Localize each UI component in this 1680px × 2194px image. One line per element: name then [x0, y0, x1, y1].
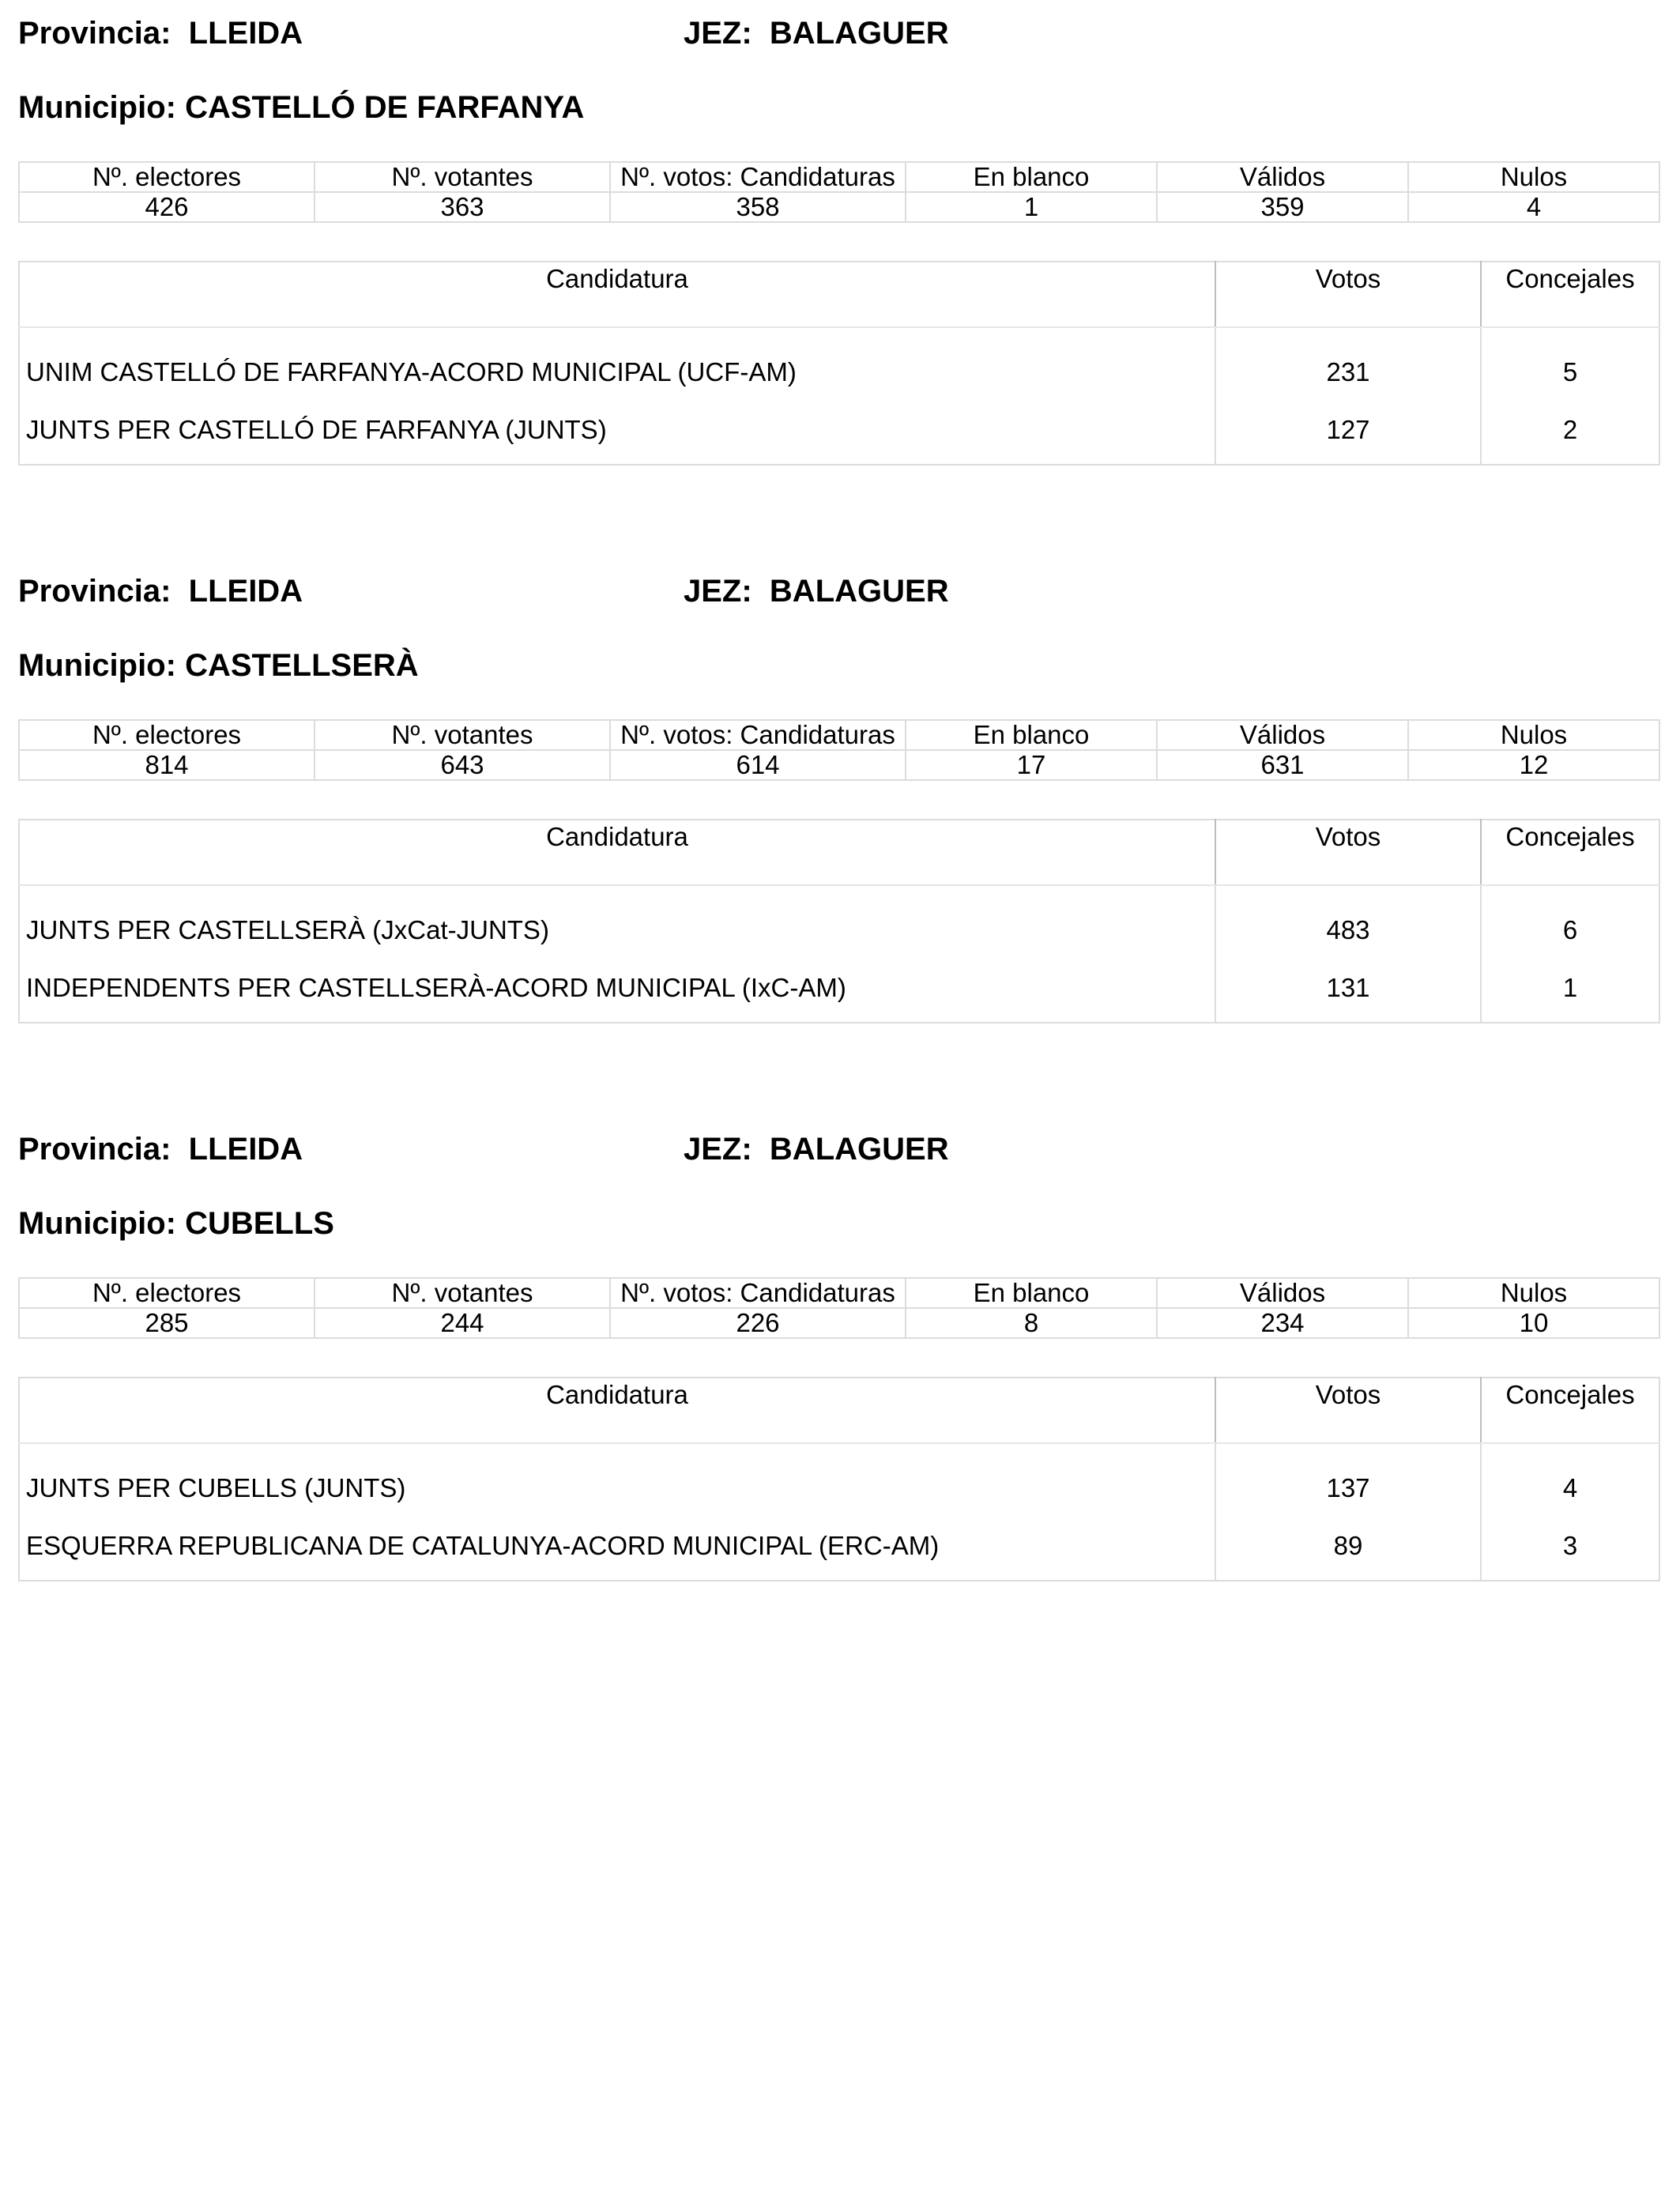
- section-header: [18, 0, 1659, 73]
- stats-value-cell: 244: [315, 1308, 610, 1338]
- concejales-value: 6: [1481, 885, 1659, 954]
- concejales-header: Concejales: [1481, 820, 1659, 885]
- municipio-label: Municipio:: [18, 90, 176, 125]
- stats-value-cell: 814: [19, 750, 315, 780]
- jez-line: [684, 574, 949, 609]
- stats-header-cell: Nº. votantes: [315, 720, 610, 750]
- stats-value-cell: 226: [610, 1308, 906, 1338]
- votos-value: 127: [1215, 396, 1481, 465]
- jez-value: BALAGUER: [769, 1132, 949, 1167]
- stats-value-cell: 614: [610, 750, 906, 780]
- stats-header-cell: Válidos: [1157, 720, 1408, 750]
- provincia-line: [18, 16, 303, 51]
- provincia-value: LLEIDA: [188, 1132, 303, 1167]
- section-header: [18, 558, 1659, 631]
- table-row: [19, 885, 1659, 954]
- votos-header: Votos: [1215, 262, 1481, 327]
- stats-header-cell: Nº. electores: [19, 162, 315, 192]
- stats-table: [18, 1277, 1660, 1339]
- stats-value-cell: 359: [1157, 192, 1408, 222]
- candidaturas-header-row: [19, 1378, 1659, 1443]
- municipality-section: [18, 0, 1659, 466]
- table-row: [19, 327, 1659, 396]
- stats-header-cell: Nº. votos: Candidaturas: [610, 1278, 906, 1308]
- municipio-line: [18, 73, 1659, 142]
- jez-value: BALAGUER: [769, 574, 949, 609]
- stats-value-cell: 631: [1157, 750, 1408, 780]
- candidatura-name: JUNTS PER CASTELLSERÀ (JxCat-JUNTS): [19, 885, 1215, 954]
- stats-header-row: [19, 1278, 1659, 1308]
- jez-label: JEZ:: [684, 16, 752, 51]
- municipio-value: CUBELLS: [185, 1206, 334, 1241]
- stats-header-cell: Nulos: [1408, 1278, 1659, 1308]
- candidatura-name: INDEPENDENTS PER CASTELLSERÀ-ACORD MUNICIPAL (IxC-AM): [19, 954, 1215, 1023]
- stats-value-cell: 10: [1408, 1308, 1659, 1338]
- stats-table: [18, 161, 1660, 223]
- candidaturas-header-row: [19, 262, 1659, 327]
- table-row: [19, 1443, 1659, 1512]
- stats-header-cell: Nº. votantes: [315, 1278, 610, 1308]
- votos-value: 231: [1215, 327, 1481, 396]
- stats-value-cell: 12: [1408, 750, 1659, 780]
- candidatura-name: ESQUERRA REPUBLICANA DE CATALUNYA-ACORD MUNICIPAL (ERC-AM): [19, 1512, 1215, 1581]
- candidatura-name: JUNTS PER CUBELLS (JUNTS): [19, 1443, 1215, 1512]
- provincia-label: Provincia:: [18, 574, 171, 609]
- stats-value-row: [19, 1308, 1659, 1338]
- municipio-value: CASTELLSERÀ: [185, 648, 419, 683]
- stats-header-cell: Nº. electores: [19, 1278, 315, 1308]
- jez-line: [684, 16, 949, 51]
- candidatura-name: UNIM CASTELLÓ DE FARFANYA-ACORD MUNICIPAL (UCF-AM): [19, 327, 1215, 396]
- municipio-line: [18, 1189, 1659, 1258]
- jez-line: [684, 1132, 949, 1167]
- jez-label: JEZ:: [684, 1132, 752, 1167]
- votos-value: 89: [1215, 1512, 1481, 1581]
- candidatura-name: JUNTS PER CASTELLÓ DE FARFANYA (JUNTS): [19, 396, 1215, 465]
- provincia-label: Provincia:: [18, 1132, 171, 1167]
- candidatura-header: Candidatura: [19, 262, 1215, 327]
- stats-header-cell: Válidos: [1157, 162, 1408, 192]
- votos-value: 137: [1215, 1443, 1481, 1512]
- concejales-header: Concejales: [1481, 1378, 1659, 1443]
- provincia-line: [18, 1132, 303, 1167]
- stats-value-cell: 358: [610, 192, 906, 222]
- provincia-line: [18, 574, 303, 609]
- stats-value-cell: 1: [906, 192, 1157, 222]
- provincia-label: Provincia:: [18, 16, 171, 51]
- stats-value-cell: 363: [315, 192, 610, 222]
- municipio-line: [18, 631, 1659, 700]
- stats-value-cell: 4: [1408, 192, 1659, 222]
- municipality-section: [18, 558, 1659, 1023]
- stats-value-cell: 17: [906, 750, 1157, 780]
- municipality-section: [18, 1116, 1659, 1581]
- candidatura-header: Candidatura: [19, 820, 1215, 885]
- candidaturas-table: [18, 1377, 1660, 1581]
- stats-header-cell: Nº. votos: Candidaturas: [610, 162, 906, 192]
- table-row: [19, 396, 1659, 465]
- stats-header-cell: En blanco: [906, 720, 1157, 750]
- section-header: [18, 1116, 1659, 1189]
- provincia-value: LLEIDA: [188, 574, 303, 609]
- stats-value-row: [19, 192, 1659, 222]
- stats-header-cell: Nulos: [1408, 720, 1659, 750]
- candidaturas-table: [18, 819, 1660, 1023]
- concejales-value: 3: [1481, 1512, 1659, 1581]
- stats-header-cell: Nº. votos: Candidaturas: [610, 720, 906, 750]
- stats-header-cell: Nulos: [1408, 162, 1659, 192]
- stats-header-cell: Nº. votantes: [315, 162, 610, 192]
- stats-header-row: [19, 720, 1659, 750]
- candidaturas-header-row: [19, 820, 1659, 885]
- stats-header-cell: Nº. electores: [19, 720, 315, 750]
- stats-header-row: [19, 162, 1659, 192]
- votos-header: Votos: [1215, 1378, 1481, 1443]
- concejales-value: 4: [1481, 1443, 1659, 1512]
- stats-value-cell: 234: [1157, 1308, 1408, 1338]
- table-row: [19, 1512, 1659, 1581]
- votos-value: 483: [1215, 885, 1481, 954]
- municipio-label: Municipio:: [18, 1206, 176, 1241]
- votos-header: Votos: [1215, 820, 1481, 885]
- municipio-value: CASTELLÓ DE FARFANYA: [185, 90, 585, 125]
- stats-value-cell: 285: [19, 1308, 315, 1338]
- concejales-value: 1: [1481, 954, 1659, 1023]
- jez-value: BALAGUER: [769, 16, 949, 51]
- jez-label: JEZ:: [684, 574, 752, 609]
- stats-header-cell: En blanco: [906, 162, 1157, 192]
- table-row: [19, 954, 1659, 1023]
- concejales-value: 5: [1481, 327, 1659, 396]
- concejales-value: 2: [1481, 396, 1659, 465]
- stats-value-cell: 643: [315, 750, 610, 780]
- candidatura-header: Candidatura: [19, 1378, 1215, 1443]
- stats-value-cell: 426: [19, 192, 315, 222]
- stats-header-cell: Válidos: [1157, 1278, 1408, 1308]
- stats-table: [18, 719, 1660, 781]
- stats-value-cell: 8: [906, 1308, 1157, 1338]
- municipio-label: Municipio:: [18, 648, 176, 683]
- stats-header-cell: En blanco: [906, 1278, 1157, 1308]
- candidaturas-table: [18, 261, 1660, 466]
- stats-value-row: [19, 750, 1659, 780]
- provincia-value: LLEIDA: [188, 16, 303, 51]
- concejales-header: Concejales: [1481, 262, 1659, 327]
- votos-value: 131: [1215, 954, 1481, 1023]
